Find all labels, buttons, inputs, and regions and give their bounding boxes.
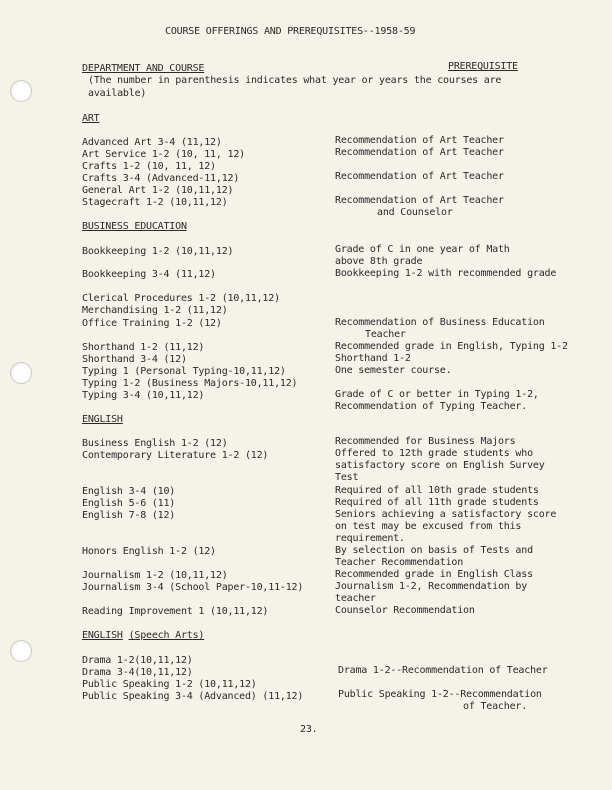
prerequisite-line: Recommendation of Typing Teacher. bbox=[335, 401, 528, 412]
course-line: Crafts 1-2 (10, 11, 12) bbox=[82, 161, 216, 172]
binder-hole bbox=[10, 362, 32, 384]
prerequisite-line: Recommended for Business Majors bbox=[335, 436, 516, 447]
prerequisite-line: Recommendation of Art Teacher bbox=[335, 171, 504, 182]
section-heading-part: ENGLISH bbox=[82, 630, 123, 641]
section-heading-part: (Speech Arts) bbox=[128, 630, 205, 641]
prerequisite-line: Counselor Recommendation bbox=[335, 605, 475, 616]
prerequisite-line: satisfactory score on English Survey bbox=[335, 460, 545, 471]
column-header-department: DEPARTMENT AND COURSE bbox=[82, 63, 205, 74]
course-line: Bookkeeping 3-4 (11,12) bbox=[82, 269, 216, 280]
prerequisite-line: requirement. bbox=[335, 533, 405, 544]
prerequisite-line: Recommendation of Art Teacher bbox=[335, 147, 504, 158]
course-line: Contemporary Literature 1-2 (12) bbox=[82, 450, 269, 461]
section-heading-art: ART bbox=[82, 113, 100, 124]
course-line: Crafts 3-4 (Advanced-11,12) bbox=[82, 173, 240, 184]
section-heading-business: BUSINESS EDUCATION bbox=[82, 221, 187, 232]
course-line: Drama 3-4(10,11,12) bbox=[82, 667, 193, 678]
prerequisite-line: and Counselor bbox=[377, 207, 453, 218]
course-line: Art Service 1-2 (10, 11, 12) bbox=[82, 149, 245, 160]
header-note: (The number in parenthesis indicates what year or years the courses are bbox=[88, 75, 502, 86]
course-line: General Art 1-2 (10,11,12) bbox=[82, 185, 234, 196]
prerequisite-line: Grade of C in one year of Math bbox=[335, 244, 510, 255]
course-line: Advanced Art 3-4 (11,12) bbox=[82, 137, 222, 148]
course-line: Stagecraft 1-2 (10,11,12) bbox=[82, 197, 228, 208]
course-line: English 5-6 (11) bbox=[82, 498, 176, 509]
column-header-prerequisite: PREREQUISITE bbox=[448, 61, 518, 72]
course-line: Typing 1-2 (Business Majors-10,11,12) bbox=[82, 378, 298, 389]
prerequisite-line: One semester course. bbox=[335, 365, 452, 376]
prerequisite-line: Bookkeeping 1-2 with recommended grade bbox=[335, 268, 557, 279]
prerequisite-line: Offered to 12th grade students who bbox=[335, 448, 533, 459]
prerequisite-line: Seniors achieving a satisfactory score bbox=[335, 509, 557, 520]
prerequisite-line: on test may be excused from this bbox=[335, 521, 522, 532]
prerequisite-line: Recommendation of Art Teacher bbox=[335, 135, 504, 146]
course-line: Bookkeeping 1-2 (10,11,12) bbox=[82, 246, 234, 257]
course-line: Typing 3-4 (10,11,12) bbox=[82, 390, 205, 401]
page-title: COURSE OFFERINGS AND PREREQUISITES--1958-59 bbox=[165, 26, 416, 37]
prerequisite-line: Teacher bbox=[365, 329, 406, 340]
section-heading-english: ENGLISH bbox=[82, 414, 123, 425]
course-line: Shorthand 1-2 (11,12) bbox=[82, 342, 205, 353]
prerequisite-line: Recommended grade in English, Typing 1-2 bbox=[335, 341, 568, 352]
course-line: Business English 1-2 (12) bbox=[82, 438, 228, 449]
course-line: Office Training 1-2 (12) bbox=[82, 318, 222, 329]
course-line: English 7-8 (12) bbox=[82, 510, 176, 521]
course-line: Public Speaking 1-2 (10,11,12) bbox=[82, 679, 257, 690]
prerequisite-line: Drama 1-2--Recommendation of Teacher bbox=[338, 665, 548, 676]
prerequisite-line: Shorthand 1-2 bbox=[335, 353, 411, 364]
prerequisite-line: Recommendation of Business Education bbox=[335, 317, 545, 328]
prerequisite-line: teacher bbox=[335, 593, 376, 604]
prerequisite-line: Recommended grade in English Class bbox=[335, 569, 533, 580]
prerequisite-line: Grade of C or better in Typing 1-2, bbox=[335, 389, 539, 400]
course-line: Drama 1-2(10,11,12) bbox=[82, 655, 193, 666]
course-line: Typing 1 (Personal Typing-10,11,12) bbox=[82, 366, 286, 377]
prerequisite-line: above 8th grade bbox=[335, 256, 423, 267]
course-line: Reading Improvement 1 (10,11,12) bbox=[82, 606, 269, 617]
section-heading-speech-arts bbox=[82, 630, 204, 642]
course-line: Merchandising 1-2 (11,12) bbox=[82, 305, 228, 316]
prerequisite-line: Test bbox=[335, 472, 359, 483]
course-line: Public Speaking 3-4 (Advanced) (11,12) bbox=[82, 691, 304, 702]
binder-hole bbox=[10, 80, 32, 102]
course-line: Journalism 1-2 (10,11,12) bbox=[82, 570, 228, 581]
course-line: Honors English 1-2 (12) bbox=[82, 546, 216, 557]
prerequisite-line: Journalism 1-2, Recommendation by bbox=[335, 581, 528, 592]
prerequisite-line: of Teacher. bbox=[463, 701, 528, 712]
binder-hole bbox=[10, 640, 32, 662]
course-line: Journalism 3-4 (School Paper-10,11-12) bbox=[82, 582, 304, 593]
prerequisite-line: Public Speaking 1-2--Recommendation bbox=[338, 689, 542, 700]
prerequisite-line: Recommendation of Art Teacher bbox=[335, 195, 504, 206]
header-note: available) bbox=[88, 88, 147, 99]
course-line: English 3-4 (10) bbox=[82, 486, 176, 497]
prerequisite-line: Required of all 10th grade students bbox=[335, 485, 539, 496]
prerequisite-line: By selection on basis of Tests and bbox=[335, 545, 533, 556]
prerequisite-line: Teacher Recommendation bbox=[335, 557, 464, 568]
course-line: Clerical Procedures 1-2 (10,11,12) bbox=[82, 293, 280, 304]
prerequisite-line: Required of all 11th grade students bbox=[335, 497, 539, 508]
course-line: Shorthand 3-4 (12) bbox=[82, 354, 187, 365]
page-number: 23. bbox=[300, 724, 318, 735]
